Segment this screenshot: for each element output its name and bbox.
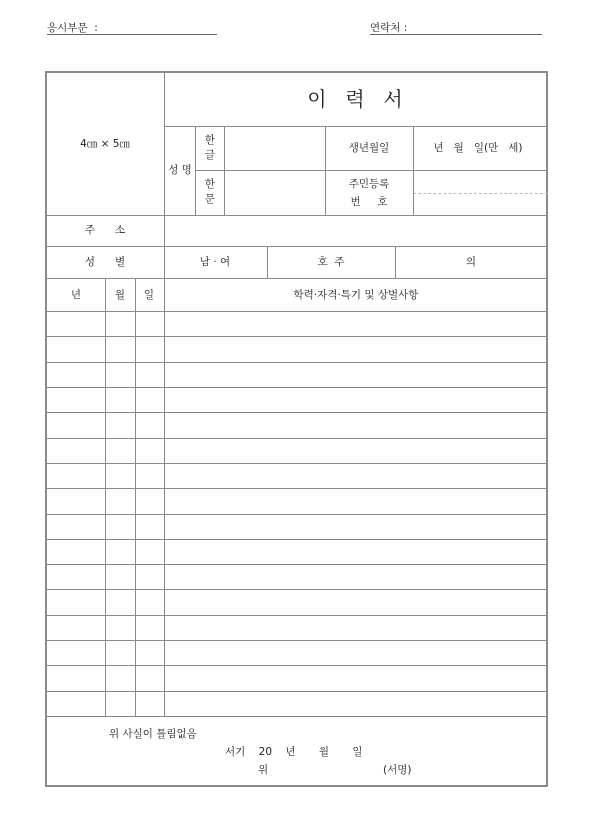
- hangul-label: 한 글: [204, 134, 216, 161]
- footer-statement: 위 사실이 틀림없음: [109, 728, 197, 740]
- history-table-row[interactable]: [47, 439, 548, 463]
- history-table-row[interactable]: [47, 641, 548, 665]
- household-head-label: 호 주: [317, 256, 345, 268]
- history-table-row[interactable]: [47, 312, 548, 336]
- birth-value[interactable]: 년 월 일(만 세): [433, 142, 523, 154]
- address-label: 주 소: [84, 224, 126, 236]
- resident-number-label-1: 주민등록: [348, 178, 390, 190]
- hanja-name-input[interactable]: [225, 171, 325, 215]
- birth-label-left-line: [325, 126, 326, 215]
- resume-form: [45, 71, 548, 787]
- photo-size-label: 4㎝ × 5㎝: [80, 138, 130, 150]
- contact-field[interactable]: [370, 20, 542, 35]
- resident-number-input[interactable]: [414, 171, 548, 215]
- month-col-line: [135, 278, 136, 716]
- history-table-row[interactable]: [47, 692, 548, 716]
- gender-value[interactable]: 남 · 여: [199, 256, 231, 268]
- birth-label: 생년월일: [348, 142, 390, 154]
- household-relation-suffix: 의: [465, 256, 477, 268]
- history-table-row[interactable]: [47, 565, 548, 589]
- history-table-row[interactable]: [47, 616, 548, 640]
- title-bottom-line: [164, 126, 548, 127]
- history-col-year: 년: [70, 289, 82, 301]
- footer-signer-prefix: 위: [258, 764, 269, 776]
- gender-value-right-line: [267, 246, 268, 278]
- history-col-month: 월: [114, 289, 126, 301]
- hanja-label: 한 문: [204, 178, 216, 205]
- history-table-row[interactable]: [47, 540, 548, 564]
- footer-top-line: [47, 716, 548, 717]
- name-label: 성 명: [168, 164, 192, 176]
- history-col-details: 학력·자격·특기 및 상벌사항: [293, 289, 419, 301]
- footer-date-line: 서기 20 년 월 일: [225, 746, 363, 758]
- history-table-row[interactable]: [47, 363, 548, 387]
- hangul-name-input[interactable]: [225, 127, 325, 170]
- address-input[interactable]: [165, 216, 548, 246]
- name-label-line: [195, 126, 196, 215]
- resident-number-label-2: 번 호: [350, 196, 388, 208]
- history-table-row[interactable]: [47, 464, 548, 488]
- history-table-row[interactable]: [47, 515, 548, 539]
- history-table-row[interactable]: [47, 413, 548, 437]
- address-bottom-line: [47, 246, 548, 247]
- gender-label: 성 별: [84, 256, 126, 268]
- history-table-row[interactable]: [47, 388, 548, 412]
- history-table-row[interactable]: [47, 337, 548, 361]
- history-table-row[interactable]: [47, 590, 548, 614]
- applicant-dept-label: 응시부문 :: [47, 22, 98, 34]
- contact-label: 연락처 :: [370, 22, 408, 34]
- footer-sign-label: (서명): [383, 764, 412, 776]
- household-right-line: [395, 246, 396, 278]
- history-table-row[interactable]: [47, 489, 548, 513]
- page-title: 이 력 서: [307, 87, 405, 111]
- year-col-line: [105, 278, 106, 716]
- history-col-day: 일: [143, 289, 155, 301]
- photo-right-line: [164, 73, 165, 716]
- gender-bottom-line: [47, 278, 548, 279]
- applicant-dept-field[interactable]: [47, 20, 217, 35]
- history-table-row[interactable]: [47, 666, 548, 690]
